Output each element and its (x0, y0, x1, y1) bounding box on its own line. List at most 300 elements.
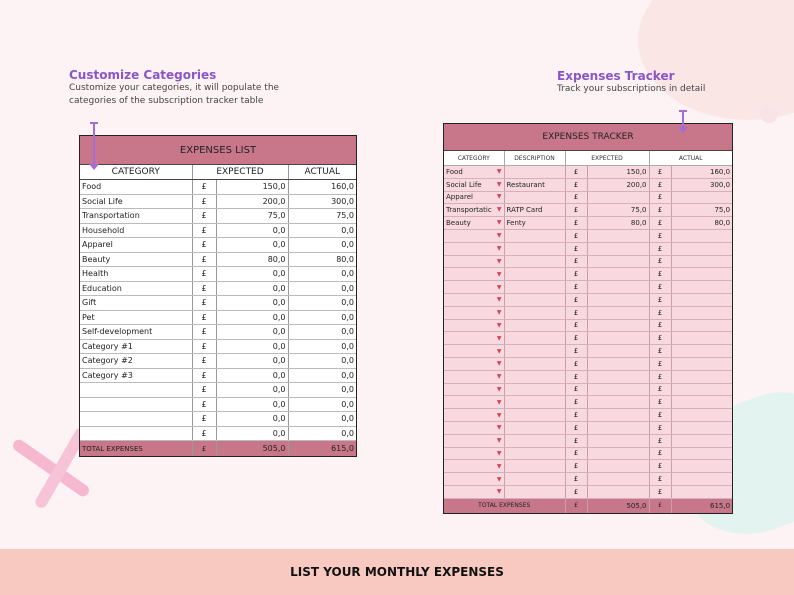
dropdown-arrow-icon[interactable]: ▼ (496, 257, 502, 265)
tracker-row (444, 242, 732, 255)
tracker-cell-actual[interactable] (671, 255, 732, 268)
purple-marker-right-icon (682, 110, 684, 130)
tracker-cell-act-currency: £ (649, 255, 671, 268)
tracker-cell-description[interactable] (504, 345, 565, 358)
dropdown-arrow-icon[interactable]: ▼ (496, 373, 502, 381)
tracker-cell-exp-currency: £ (565, 217, 587, 230)
tracker-cell-act-currency: £ (649, 396, 671, 409)
tracker-cell-exp-currency: £ (565, 293, 587, 306)
dropdown-arrow-icon[interactable]: ▼ (496, 245, 502, 253)
tracker-cell-description[interactable] (504, 409, 565, 422)
list-cell-category[interactable]: Gift (80, 296, 192, 311)
tracker-cell-category[interactable] (444, 345, 504, 358)
tracker-cell-actual[interactable] (671, 447, 732, 460)
list-cell-expected[interactable]: 200,0 (216, 194, 288, 209)
tracker-cell-description[interactable]: Restaurant (504, 178, 565, 191)
tracker-cell-act-currency: £ (649, 319, 671, 332)
dropdown-arrow-icon[interactable]: ▼ (496, 167, 502, 175)
tracker-cell-act-currency: £ (649, 409, 671, 422)
dropdown-arrow-icon[interactable]: ▼ (496, 232, 502, 240)
list-cell-expected[interactable]: 0,0 (216, 296, 288, 311)
dropdown-arrow-icon[interactable]: ▼ (496, 449, 502, 457)
tracker-row (444, 370, 732, 383)
tracker-cell-description[interactable]: RATP Card (504, 204, 565, 217)
tracker-cell-category[interactable] (444, 447, 504, 460)
tracker-cell-description[interactable] (504, 396, 565, 409)
tracker-cell-expected[interactable] (587, 434, 649, 447)
tracker-cell-act-currency: £ (649, 178, 671, 191)
dropdown-arrow-icon[interactable]: ▼ (496, 437, 502, 445)
tracker-cell-act-currency: £ (649, 434, 671, 447)
list-cell-actual[interactable]: 0,0 (288, 383, 356, 398)
list-cell-category[interactable]: Category #3 (80, 368, 192, 383)
tracker-cell-exp-currency: £ (565, 204, 587, 217)
tracker-cell-category[interactable] (444, 229, 504, 242)
list-row (80, 397, 356, 412)
tracker-cell-expected[interactable] (587, 306, 649, 319)
list-cell-category[interactable]: Food (80, 180, 192, 195)
tracker-cell-actual[interactable] (671, 229, 732, 242)
list-row (80, 180, 356, 195)
tracker-cell-description[interactable] (504, 242, 565, 255)
list-cell-expected[interactable]: 150,0 (216, 180, 288, 195)
list-cell-actual[interactable]: 0,0 (288, 397, 356, 412)
list-cell-currency: £ (192, 180, 216, 195)
tracker-cell-description[interactable] (504, 421, 565, 434)
list-row (80, 310, 356, 325)
tracker-cell-expected[interactable] (587, 357, 649, 370)
list-cell-expected[interactable]: 0,0 (216, 339, 288, 354)
list-cell-actual[interactable]: 0,0 (288, 310, 356, 325)
list-row (80, 426, 356, 441)
list-cell-actual[interactable]: 0,0 (288, 296, 356, 311)
list-cell-currency: £ (192, 426, 216, 441)
tracker-cell-actual[interactable] (671, 409, 732, 422)
tracker-cell-actual[interactable] (671, 473, 732, 486)
list-cell-category[interactable]: Household (80, 223, 192, 238)
list-cell-expected[interactable]: 0,0 (216, 412, 288, 427)
tracker-cell-description[interactable] (504, 268, 565, 281)
list-cell-expected[interactable]: 75,0 (216, 209, 288, 224)
tracker-cell-expected[interactable] (587, 473, 649, 486)
list-cell-currency: £ (192, 267, 216, 282)
list-cell-expected[interactable]: 0,0 (216, 426, 288, 441)
tracker-cell-actual[interactable] (671, 293, 732, 306)
tracker-cell-category[interactable] (444, 473, 504, 486)
tracker-cell-actual[interactable] (671, 383, 732, 396)
list-cell-actual[interactable]: 160,0 (288, 180, 356, 195)
list-cell-currency: £ (192, 368, 216, 383)
tracker-total-label: TOTAL EXPENSES (444, 498, 565, 513)
col-actual: ACTUAL (288, 165, 356, 180)
tracker-cell-description[interactable] (504, 383, 565, 396)
dropdown-arrow-icon[interactable]: ▼ (496, 321, 502, 329)
dropdown-arrow-icon[interactable]: ▼ (496, 347, 502, 355)
expenses-tracker-table (443, 123, 733, 514)
tracker-row (444, 473, 732, 486)
tracker-cell-description[interactable] (504, 229, 565, 242)
list-cell-expected[interactable]: 0,0 (216, 281, 288, 296)
tracker-row (444, 485, 732, 498)
tracker-cell-act-currency: £ (649, 357, 671, 370)
dropdown-arrow-icon[interactable]: ▼ (496, 360, 502, 368)
tracker-cell-exp-currency: £ (565, 460, 587, 473)
list-cell-expected[interactable]: 80,0 (216, 252, 288, 267)
list-cell-currency: £ (192, 209, 216, 224)
tracker-category-text: Food (446, 167, 463, 176)
tracker-total-row (444, 498, 732, 513)
dropdown-arrow-icon[interactable]: ▼ (496, 385, 502, 393)
tracker-row (444, 293, 732, 306)
dropdown-arrow-icon[interactable]: ▼ (496, 424, 502, 432)
list-cell-currency: £ (192, 325, 216, 340)
tracker-cell-category[interactable] (444, 178, 504, 191)
list-cell-category[interactable] (80, 426, 192, 441)
list-cell-currency: £ (192, 383, 216, 398)
tracker-cell-exp-currency: £ (565, 421, 587, 434)
list-cell-currency: £ (192, 354, 216, 369)
list-total-currency: £ (192, 441, 216, 457)
list-cell-category[interactable] (80, 397, 192, 412)
dropdown-arrow-icon[interactable]: ▼ (496, 270, 502, 278)
tracker-cell-description[interactable] (504, 473, 565, 486)
tracker-cell-exp-currency: £ (565, 229, 587, 242)
tracker-row (444, 268, 732, 281)
tracker-cell-actual[interactable] (671, 370, 732, 383)
list-cell-category[interactable]: Apparel (80, 238, 192, 253)
tracker-cell-expected[interactable] (587, 447, 649, 460)
tracker-cell-act-currency: £ (649, 332, 671, 345)
list-row (80, 383, 356, 398)
tracker-category-text: Transportatic (446, 206, 492, 215)
tracker-row (444, 229, 732, 242)
tracker-row (444, 447, 732, 460)
tracker-cell-description[interactable] (504, 460, 565, 473)
tracker-cell-expected[interactable] (587, 409, 649, 422)
list-cell-category[interactable] (80, 412, 192, 427)
tracker-cell-category[interactable] (444, 332, 504, 345)
list-cell-currency: £ (192, 412, 216, 427)
list-row (80, 209, 356, 224)
list-row (80, 252, 356, 267)
tracker-cell-act-currency: £ (649, 306, 671, 319)
list-cell-category[interactable]: Pet (80, 310, 192, 325)
tracker-cell-category[interactable] (444, 421, 504, 434)
dropdown-arrow-icon[interactable]: ▼ (496, 283, 502, 291)
tracker-cell-expected[interactable]: 75,0 (587, 204, 649, 217)
list-cell-expected[interactable]: 0,0 (216, 397, 288, 412)
tracker-cell-expected[interactable]: 80,0 (587, 217, 649, 230)
tracker-cell-category[interactable] (444, 409, 504, 422)
list-cell-category[interactable]: Transportation (80, 209, 192, 224)
tracker-cell-actual[interactable] (671, 191, 732, 204)
tracker-cell-category[interactable] (444, 281, 504, 294)
tracker-cell-expected[interactable] (587, 485, 649, 498)
list-cell-actual[interactable]: 0,0 (288, 426, 356, 441)
tracker-cell-exp-currency: £ (565, 332, 587, 345)
tracker-cell-actual[interactable] (671, 281, 732, 294)
tracker-cell-act-currency: £ (649, 460, 671, 473)
tracker-row (444, 204, 732, 217)
tracker-cell-expected[interactable] (587, 268, 649, 281)
tracker-cell-exp-currency: £ (565, 319, 587, 332)
dropdown-arrow-icon[interactable]: ▼ (496, 411, 502, 419)
tracker-cell-actual[interactable] (671, 306, 732, 319)
tracker-cell-category[interactable] (444, 460, 504, 473)
tracker-cell-actual[interactable]: 80,0 (671, 217, 732, 230)
dropdown-arrow-icon[interactable]: ▼ (496, 334, 502, 342)
dropdown-arrow-icon[interactable]: ▼ (496, 309, 502, 317)
tracker-cell-description[interactable] (504, 281, 565, 294)
tracker-row (444, 421, 732, 434)
list-cell-category[interactable]: Category #2 (80, 354, 192, 369)
trk-col-category: CATEGORY (444, 151, 504, 166)
tracker-cell-description[interactable] (504, 447, 565, 460)
tracker-row (444, 166, 732, 179)
tracker-cell-category[interactable] (444, 217, 504, 230)
expenses-list-header: EXPENSES LIST (80, 136, 356, 165)
tracker-cell-exp-currency: £ (565, 306, 587, 319)
tracker-cell-category[interactable] (444, 357, 504, 370)
list-cell-actual[interactable]: 80,0 (288, 252, 356, 267)
list-row (80, 296, 356, 311)
list-cell-actual[interactable]: 0,0 (288, 281, 356, 296)
tracker-cell-exp-currency: £ (565, 447, 587, 460)
tracker-cell-category[interactable] (444, 242, 504, 255)
tracker-cell-exp-currency: £ (565, 268, 587, 281)
list-row (80, 354, 356, 369)
list-cell-actual[interactable]: 0,0 (288, 339, 356, 354)
dropdown-arrow-icon[interactable]: ▼ (496, 488, 502, 496)
list-cell-actual[interactable]: 75,0 (288, 209, 356, 224)
tracker-cell-category[interactable] (444, 293, 504, 306)
tracker-cell-category[interactable] (444, 191, 504, 204)
list-row (80, 223, 356, 238)
tracker-cell-actual[interactable] (671, 357, 732, 370)
list-cell-category[interactable]: Health (80, 267, 192, 282)
tracker-cell-actual[interactable] (671, 242, 732, 255)
tracker-cell-exp-currency: £ (565, 485, 587, 498)
tracker-row (444, 345, 732, 358)
decor-dot (760, 105, 778, 123)
purple-marker-left-icon (93, 122, 95, 167)
footer-banner: LIST YOUR MONTHLY EXPENSES (0, 549, 794, 595)
tracker-cell-description[interactable] (504, 332, 565, 345)
tracker-cell-description[interactable] (504, 166, 565, 179)
list-cell-actual[interactable]: 300,0 (288, 194, 356, 209)
list-cell-currency: £ (192, 296, 216, 311)
tracker-cell-expected[interactable] (587, 191, 649, 204)
trk-col-actual: ACTUAL (649, 151, 732, 166)
tracker-cell-actual[interactable] (671, 421, 732, 434)
tracker-cell-category[interactable] (444, 370, 504, 383)
tracker-cell-exp-currency: £ (565, 281, 587, 294)
tracker-cell-expected[interactable] (587, 370, 649, 383)
list-cell-expected[interactable]: 0,0 (216, 325, 288, 340)
tracker-cell-expected[interactable] (587, 383, 649, 396)
dropdown-arrow-icon[interactable]: ▼ (496, 180, 502, 188)
tracker-cell-exp-currency: £ (565, 396, 587, 409)
tracker-cell-actual[interactable] (671, 332, 732, 345)
tracker-cell-expected[interactable] (587, 345, 649, 358)
tracker-cell-exp-currency: £ (565, 345, 587, 358)
tracker-cell-exp-currency: £ (565, 383, 587, 396)
tracker-row (444, 357, 732, 370)
list-cell-category[interactable] (80, 383, 192, 398)
tracker-cell-description[interactable] (504, 306, 565, 319)
tracker-cell-category[interactable] (444, 255, 504, 268)
tracker-cell-category[interactable] (444, 319, 504, 332)
tracker-cell-exp-currency: £ (565, 434, 587, 447)
list-cell-actual[interactable]: 0,0 (288, 238, 356, 253)
tracker-cell-act-currency: £ (649, 473, 671, 486)
tracker-cell-expected[interactable] (587, 255, 649, 268)
list-cell-category[interactable]: Category #1 (80, 339, 192, 354)
tracker-cell-description[interactable] (504, 370, 565, 383)
tracker-cell-category[interactable] (444, 434, 504, 447)
list-cell-currency: £ (192, 310, 216, 325)
list-cell-actual[interactable]: 0,0 (288, 223, 356, 238)
tracker-cell-category[interactable] (444, 396, 504, 409)
tracker-cell-actual[interactable] (671, 434, 732, 447)
tracker-row (444, 255, 732, 268)
tracker-cell-act-currency: £ (649, 370, 671, 383)
tracker-cell-category[interactable] (444, 306, 504, 319)
customize-categories-subtitle: Customize your categories, it will populate the categories of the subscription tracker table (69, 83, 280, 106)
tracker-cell-description[interactable] (504, 434, 565, 447)
tracker-cell-category[interactable] (444, 383, 504, 396)
dropdown-arrow-icon[interactable]: ▼ (496, 475, 502, 483)
tracker-cell-actual[interactable]: 300,0 (671, 178, 732, 191)
list-cell-actual[interactable]: 0,0 (288, 267, 356, 282)
dropdown-arrow-icon[interactable]: ▼ (496, 206, 502, 214)
list-cell-currency: £ (192, 397, 216, 412)
list-row (80, 339, 356, 354)
list-row (80, 267, 356, 282)
tracker-cell-act-currency: £ (649, 421, 671, 434)
list-cell-expected[interactable]: 0,0 (216, 354, 288, 369)
tracker-cell-actual[interactable]: 75,0 (671, 204, 732, 217)
list-cell-actual[interactable]: 0,0 (288, 368, 356, 383)
list-cell-currency: £ (192, 281, 216, 296)
list-total-row (80, 441, 356, 457)
list-cell-expected[interactable]: 0,0 (216, 310, 288, 325)
tracker-cell-expected[interactable] (587, 421, 649, 434)
tracker-cell-actual[interactable] (671, 319, 732, 332)
tracker-row (444, 396, 732, 409)
tracker-category-text: Social Life (446, 180, 482, 189)
tracker-cell-actual[interactable] (671, 345, 732, 358)
list-cell-category[interactable]: Beauty (80, 252, 192, 267)
tracker-cell-description[interactable]: Fenty (504, 217, 565, 230)
list-cell-currency: £ (192, 339, 216, 354)
expenses-tracker-header: EXPENSES TRACKER (444, 124, 732, 151)
list-cell-category[interactable]: Self-development (80, 325, 192, 340)
tracker-cell-description[interactable] (504, 255, 565, 268)
tracker-cell-exp-currency: £ (565, 357, 587, 370)
list-cell-actual[interactable]: 0,0 (288, 325, 356, 340)
tracker-cell-actual[interactable] (671, 396, 732, 409)
dropdown-arrow-icon[interactable]: ▼ (496, 462, 502, 470)
list-cell-expected[interactable]: 0,0 (216, 368, 288, 383)
dropdown-arrow-icon[interactable]: ▼ (496, 193, 502, 201)
list-cell-expected[interactable]: 0,0 (216, 223, 288, 238)
tracker-row (444, 383, 732, 396)
expenses-list-table (79, 135, 357, 457)
expenses-tracker-subtitle: Track your subscriptions in detail (557, 84, 706, 94)
tracker-category-text: Apparel (446, 193, 473, 202)
tracker-row (444, 178, 732, 191)
list-cell-expected[interactable]: 0,0 (216, 267, 288, 282)
tracker-row (444, 460, 732, 473)
expenses-tracker-title: Expenses Tracker (557, 69, 675, 83)
tracker-cell-category[interactable] (444, 485, 504, 498)
tracker-category-text: Beauty (446, 219, 471, 228)
tracker-cell-expected[interactable] (587, 396, 649, 409)
col-expected: EXPECTED (192, 165, 288, 180)
tracker-cell-act-currency: £ (649, 293, 671, 306)
trk-col-description: DESCRIPTION (504, 151, 565, 166)
list-cell-actual[interactable]: 0,0 (288, 354, 356, 369)
tracker-cell-actual[interactable] (671, 485, 732, 498)
tracker-cell-expected[interactable] (587, 332, 649, 345)
tracker-cell-expected[interactable] (587, 229, 649, 242)
tracker-cell-expected[interactable]: 200,0 (587, 178, 649, 191)
tracker-cell-expected[interactable] (587, 242, 649, 255)
tracker-cell-expected[interactable] (587, 281, 649, 294)
tracker-cell-category[interactable] (444, 166, 504, 179)
tracker-cell-actual[interactable] (671, 268, 732, 281)
tracker-cell-actual[interactable]: 160,0 (671, 166, 732, 179)
list-cell-category[interactable]: Social Life (80, 194, 192, 209)
list-cell-actual[interactable]: 0,0 (288, 412, 356, 427)
tracker-cell-act-currency: £ (649, 281, 671, 294)
tracker-row (444, 319, 732, 332)
tracker-cell-exp-currency: £ (565, 370, 587, 383)
tracker-cell-description[interactable] (504, 191, 565, 204)
tracker-row (444, 306, 732, 319)
tracker-cell-category[interactable] (444, 268, 504, 281)
list-cell-expected[interactable]: 0,0 (216, 238, 288, 253)
col-category: CATEGORY (80, 165, 192, 180)
dropdown-arrow-icon[interactable]: ▼ (496, 296, 502, 304)
list-cell-category[interactable]: Education (80, 281, 192, 296)
list-cell-expected[interactable]: 0,0 (216, 383, 288, 398)
tracker-cell-expected[interactable] (587, 319, 649, 332)
tracker-cell-act-currency: £ (649, 204, 671, 217)
tracker-cell-expected[interactable] (587, 460, 649, 473)
tracker-cell-act-currency: £ (649, 166, 671, 179)
dropdown-arrow-icon[interactable]: ▼ (496, 219, 502, 227)
tracker-cell-act-currency: £ (649, 242, 671, 255)
tracker-total-actual: 615,0 (671, 498, 732, 513)
customize-categories-title: Customize Categories (69, 68, 217, 82)
tracker-cell-expected[interactable]: 150,0 (587, 166, 649, 179)
tracker-cell-expected[interactable] (587, 293, 649, 306)
tracker-cell-description[interactable] (504, 485, 565, 498)
tracker-cell-description[interactable] (504, 319, 565, 332)
tracker-cell-description[interactable] (504, 357, 565, 370)
list-cell-currency: £ (192, 223, 216, 238)
tracker-row (444, 332, 732, 345)
tracker-cell-actual[interactable] (671, 460, 732, 473)
tracker-cell-description[interactable] (504, 293, 565, 306)
tracker-cell-category[interactable] (444, 204, 504, 217)
dropdown-arrow-icon[interactable]: ▼ (496, 398, 502, 406)
tracker-total-exp-currency: £ (565, 498, 587, 513)
tracker-cell-act-currency: £ (649, 191, 671, 204)
list-total-actual: 615,0 (288, 441, 356, 457)
